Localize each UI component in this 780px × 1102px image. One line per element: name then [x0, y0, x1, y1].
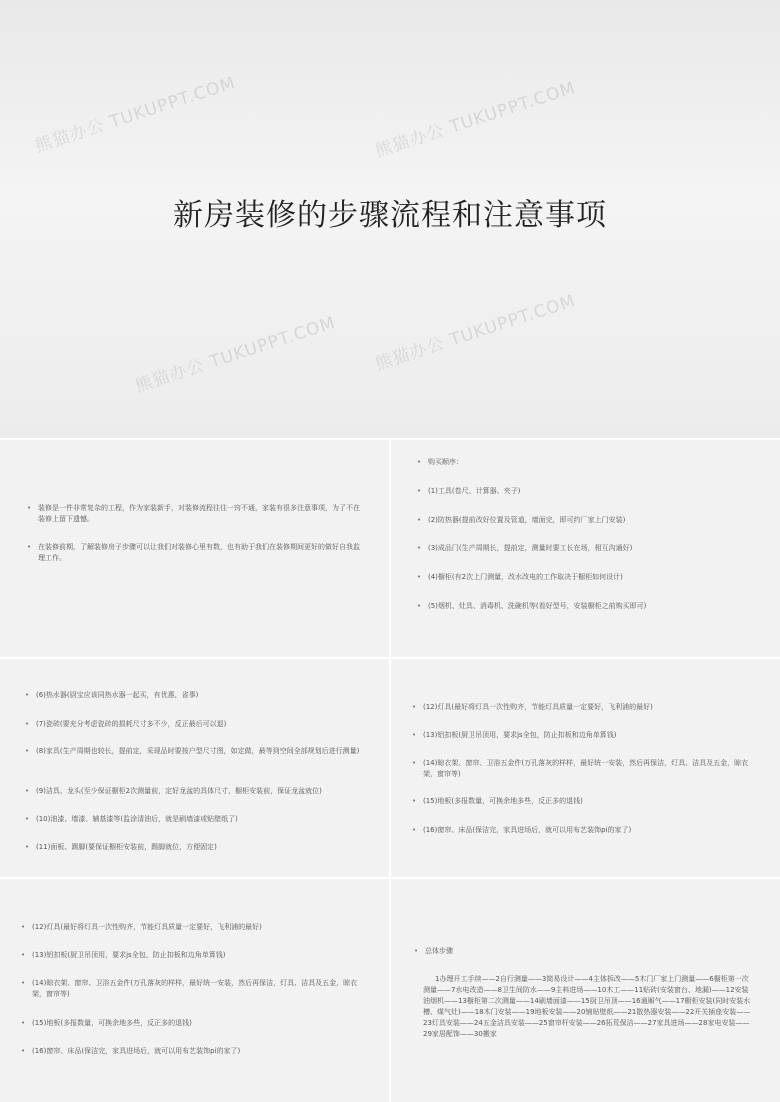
list-item: • (14)晾衣架、窗帘、卫浴五金件(万孔落灰的样样，最好统一安装，然后再保洁，灯具、洁具及五金，晾衣架，窗帘等)	[423, 758, 753, 780]
purchase-item: • (1)工具(卷尺、计算器、夹子)	[428, 486, 758, 497]
list-item: • (12)灯具(最好将灯具一次性购齐，节能灯具质量一定要好，飞利浦的最好)	[423, 702, 753, 713]
steps-heading: • 总体步骤	[425, 946, 725, 957]
list-item: • (16)窗帘、床品(保洁完，家具进场后，就可以用布艺装饰pi的家了)	[32, 1046, 362, 1057]
watermark: 熊猫办公 TUKUPPT.COM	[372, 77, 579, 162]
steps-slide	[391, 879, 780, 1102]
list-item: • (9)洁具、龙头(至少保证橱柜2次测量前，定好龙盆的具体尺寸，橱柜安装前，保证龙盆就位)	[36, 786, 366, 797]
list-slide-b	[391, 659, 780, 877]
list-slide-c	[0, 879, 389, 1102]
list-item: • (11)面板、踢脚(要保证橱柜安装前，踢脚就位，方便固定)	[36, 842, 366, 853]
intro-slide	[0, 440, 389, 657]
slide-row-3	[0, 659, 780, 877]
list-item: • (10)油漆、墙漆、辅基漆等(监涂清油后，就是刷墙漆或贴壁纸了)	[36, 814, 366, 825]
purchase-heading: • 购买顺序：	[428, 457, 728, 468]
purchase-item: • (2)防热器(提前改好位置及管道，墙面完，即可约厂家上门安装)	[428, 515, 758, 526]
purchase-slide	[391, 440, 780, 657]
watermark: 熊猫办公 TUKUPPT.COM	[132, 312, 339, 397]
cover-slide	[0, 0, 780, 438]
list-item: • (8)家具(生产周期也较长，提前定，采现品时要按户型尺寸图，如定做，最等到空间全部规划后进行测量)	[36, 746, 366, 757]
slide-divider	[389, 879, 391, 1102]
steps-text: 1办理开工手续——2自行测量——3简易设计——4主体拆改——5木门厂家上门测量——6橱柜第一次测量——7水电改造——8卫生间防水——9主料进场——10木工——11贴砖(安装窗台、地漏)——12安装油烟机——13橱柜第二次测量——14刷墙面漆——15厨卫吊顶——16通厢气——17橱柜安装(同时安装水槽、煤气灶)——18木门安装——19地板安装——20铺贴壁纸——21散热器安装——22开关插座安装——23灯具安装——24五金洁具安装——25窗帘杆安装——26拓荒保洁——27家具进场——28家电安装——29家居配饰——30搬家	[423, 975, 751, 1038]
list-item: • (16)窗帘、床品(保洁完，家具进场后，就可以用布艺装饰pi的家了)	[423, 825, 753, 836]
list-item: • (15)地板(多报数量，可换余地多些，反正多的退钱)	[32, 1018, 362, 1029]
list-item: • (7)瓷砖(要充分考虑瓷砖的损耗尺寸多不少，反正最后可以退)	[36, 719, 366, 730]
list-item: • (13)铝扣板(厨卫吊顶用，要求js全包，防止扣板和边角单算钱)	[32, 950, 362, 961]
intro-item: • 装修是一件非常复杂的工程，作为家装新手，对装修流程往往一窍不通，家装有很多注意事项，为了不在装修上留下遗憾。	[38, 503, 360, 525]
list-item: • (14)晾衣架、窗帘、卫浴五金件(万孔落灰的样样，最好统一安装，然后再保洁，灯具、洁具及五金，晾衣架，窗帘等)	[32, 978, 362, 1000]
list-slide-a	[0, 659, 389, 877]
slide-divider	[389, 659, 391, 877]
list-item: • (13)铝扣板(厨卫吊顶用，要求js全包，防止扣板和边角单算钱)	[423, 730, 753, 741]
list-item: • (6)热水器(厨宝应该同热水器一起买，有优惠，省事)	[36, 690, 366, 701]
purchase-item: • (5)烟机、灶具、消毒机、洗碗机等(看好型号，安装橱柜之前购买即可)	[428, 601, 758, 612]
list-item: • (12)灯具(最好将灯具一次性购齐，节能灯具质量一定要好，飞利浦的最好)	[32, 922, 362, 933]
slide-row-4	[0, 879, 780, 1102]
purchase-item: • (4)橱柜(有2次上门测量，改水改电的工作取决于橱柜如何设计)	[428, 572, 758, 583]
list-item: • (15)地板(多报数量，可换余地多些，反正多的退钱)	[423, 796, 753, 807]
watermark: 熊猫办公 TUKUPPT.COM	[32, 72, 239, 157]
purchase-item: • (3)成品门(生产周期长，提前定，测量时要工长在场，相互沟通好)	[428, 543, 758, 554]
slide-divider	[389, 440, 391, 657]
watermark: 熊猫办公 TUKUPPT.COM	[372, 290, 579, 375]
slide-row-2	[0, 440, 780, 657]
page-title: 新房装修的步骤流程和注意事项	[173, 198, 607, 233]
intro-item: • 在装修前期，了解装修房子步骤可以让我们对装修心里有数，也有助于我们在装修期间更好的做好自我监理工作。	[38, 542, 360, 564]
